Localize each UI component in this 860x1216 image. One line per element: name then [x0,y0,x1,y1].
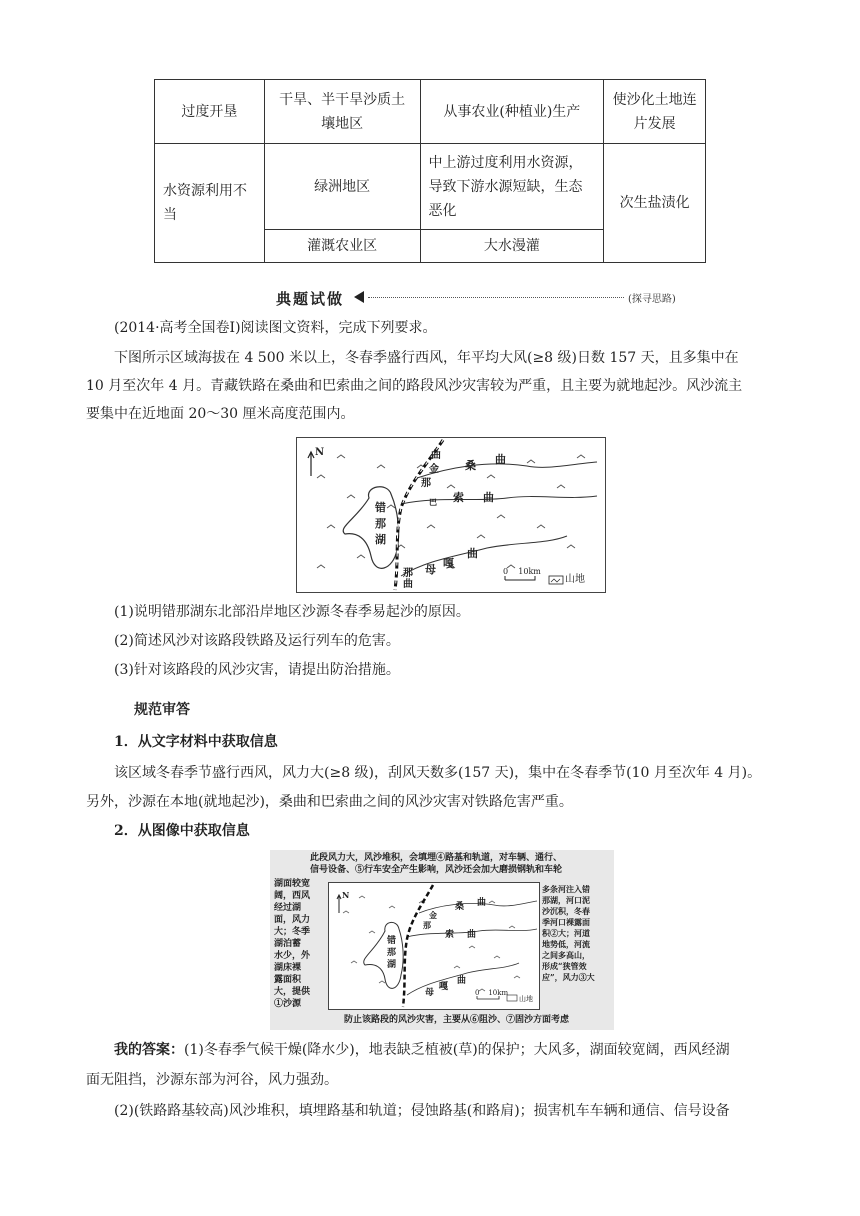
question-item: (1)说明错那湖东北部沿岸地区沙源冬春季易起沙的原因。 [114,604,470,620]
map-label: 那 [423,920,431,930]
mountain-pattern [317,455,585,568]
question-paragraph: 10 月至次年 4 月。青藏铁路在桑曲和巴索曲之间的路段风沙灾害较为严重，且主要为就地起沙。风沙流主 [86,378,743,394]
north-label: N [342,890,350,900]
question-paragraph: 要集中在近地面 20～30 厘米高度范围内。 [86,406,355,422]
lake-label: 错 [387,936,397,946]
step-heading: 2．从图像中获取信息 [114,823,250,839]
map-label: 曲 [431,450,441,461]
map-label: 母 [425,988,435,998]
my-answer-text: (1)冬春季气候干燥(降水少)，地表缺乏植被(草)的保护；大风多，湖面较宽阔，西风经湖 [184,1042,730,1058]
lake-label: 湖 [375,533,386,546]
map-label: 曲 [495,453,506,466]
legend-swatch [549,576,563,584]
map-label: 金 [429,464,439,475]
question-paragraph: 下图所示区域海拔在 4 500 米以上，冬春季盛行西风，年平均大风(≥8 级)日数 157 天，且多集中在 [114,350,739,366]
inner-map [328,882,540,1010]
map-note-left: 湖面较宽 阔，西风 经过湖 面，风力 大；冬季 湖泊蓄 水少，外 湖床裸 露面积 大，提供 ①沙源 [274,879,311,1009]
lake-label: 错 [375,501,386,514]
scale-label: 0 10km [503,567,541,576]
table-cell: 水资源利用不当 [155,144,265,263]
lake-label: 那 [387,948,397,958]
step-text: 该区域冬春季节盛行西风，风力大(≥8 级)，刮风天数多(157 天)，集中在冬春季节(10 月至次年 4 月)。 [114,765,762,781]
my-answer-line [114,1036,834,1064]
table-cell: 大水漫灌 [420,230,604,263]
map-label: 曲 [467,547,478,560]
map-label: 那 [421,478,431,489]
question-item: (2)简述风沙对该路段铁路及运行列车的危害。 [114,633,400,649]
legend-label: 山地 [519,995,533,1003]
map-label: 曲 [483,491,494,504]
north-label: N [315,447,325,458]
table-cell: 次生盐渍化 [604,144,706,263]
lake-label: 湖 [387,960,397,970]
lake-label: 那 [375,517,386,530]
comparison-table [154,79,706,263]
map-note-top: 信号设备、⑤行车安全产生影响，风沙还会加大磨损钢轨和车轮 [310,865,563,875]
map-label: 索 [445,930,455,940]
my-answer-text: (2)(铁路路基较高)风沙堆积，填埋路基和轨道；侵蚀路基(和路肩)；损害机车车辆和通信、信号设备 [114,1103,730,1119]
step-text: 另外，沙源在本地(就地起沙)，桑曲和巴索曲之间的风沙灾害对铁路危害严重。 [86,794,573,810]
arrow-left-icon [354,291,364,303]
table-cell: 中上游过度利用水资源，导致下游水源短缺，生态恶化 [420,144,604,230]
legend-label: 山地 [565,574,585,585]
section-title: 典题试做 [276,290,345,308]
step-heading: 1．从文字材料中获取信息 [114,734,278,750]
river-sang [417,459,597,478]
my-answer-label: 我的答案： [114,1042,184,1058]
answer-section-title: 规范审答 [134,702,190,718]
map-note-top: 此段风力大，风沙堆积，会填埋④路基和轨道，对车辆、通行、 [310,853,563,863]
map-label: 嘎 [439,982,449,992]
annotated-map-figure [270,850,614,1030]
north-arrow-icon [337,895,341,913]
section-hint: (探寻思路) [628,294,676,305]
map-note-bottom: 防止该路段的风沙灾害，主要从⑥阻沙、⑦固沙方面考虑 [344,1015,570,1025]
lake-outline [343,487,398,569]
table-row [155,144,706,230]
map-label: 桑 [465,459,476,472]
map-label: 母 [425,563,436,576]
map-figure [296,437,606,593]
map-label: 金 [429,910,437,920]
table-cell: 使沙化土地连片发展 [604,80,706,144]
map-label: 巴 [429,497,437,507]
section-header [268,288,676,308]
table-row [155,80,706,144]
my-answer-text: 面无阻挡，沙源东部为河谷，风力强劲。 [86,1072,338,1088]
question-item: (3)针对该路段的风沙灾害，请提出防治措施。 [114,662,400,678]
table-cell: 灌溉农业区 [264,230,420,263]
map-label: 索 [453,491,464,504]
map-label: 那 [403,568,413,579]
map-label: 嘎 [443,557,454,570]
scale-label: 0 10km [475,989,509,997]
table-cell: 绿洲地区 [264,144,420,230]
map-label: 曲 [477,898,487,908]
table-cell: 从事农业(种植业)生产 [420,80,604,144]
table-cell: 干旱、半干旱沙质土壤地区 [264,80,420,144]
question-source: (2014·高考全国卷Ⅰ)阅读图文资料，完成下列要求。 [114,320,437,336]
map-label: 曲 [403,579,413,590]
map-label: 曲 [467,930,477,940]
map-label: 桑 [455,902,465,912]
dotted-leader [368,297,624,298]
table-cell: 过度开垦 [155,80,265,144]
map-label: 曲 [457,976,467,986]
map-note-right: 多条河注入错 那湖，河口泥 沙沉积，冬春 季河口裸露面 积②大；河道 地势低，河流 之间多高山， 形成“狭管效 应”，风力③大 [542,884,595,982]
